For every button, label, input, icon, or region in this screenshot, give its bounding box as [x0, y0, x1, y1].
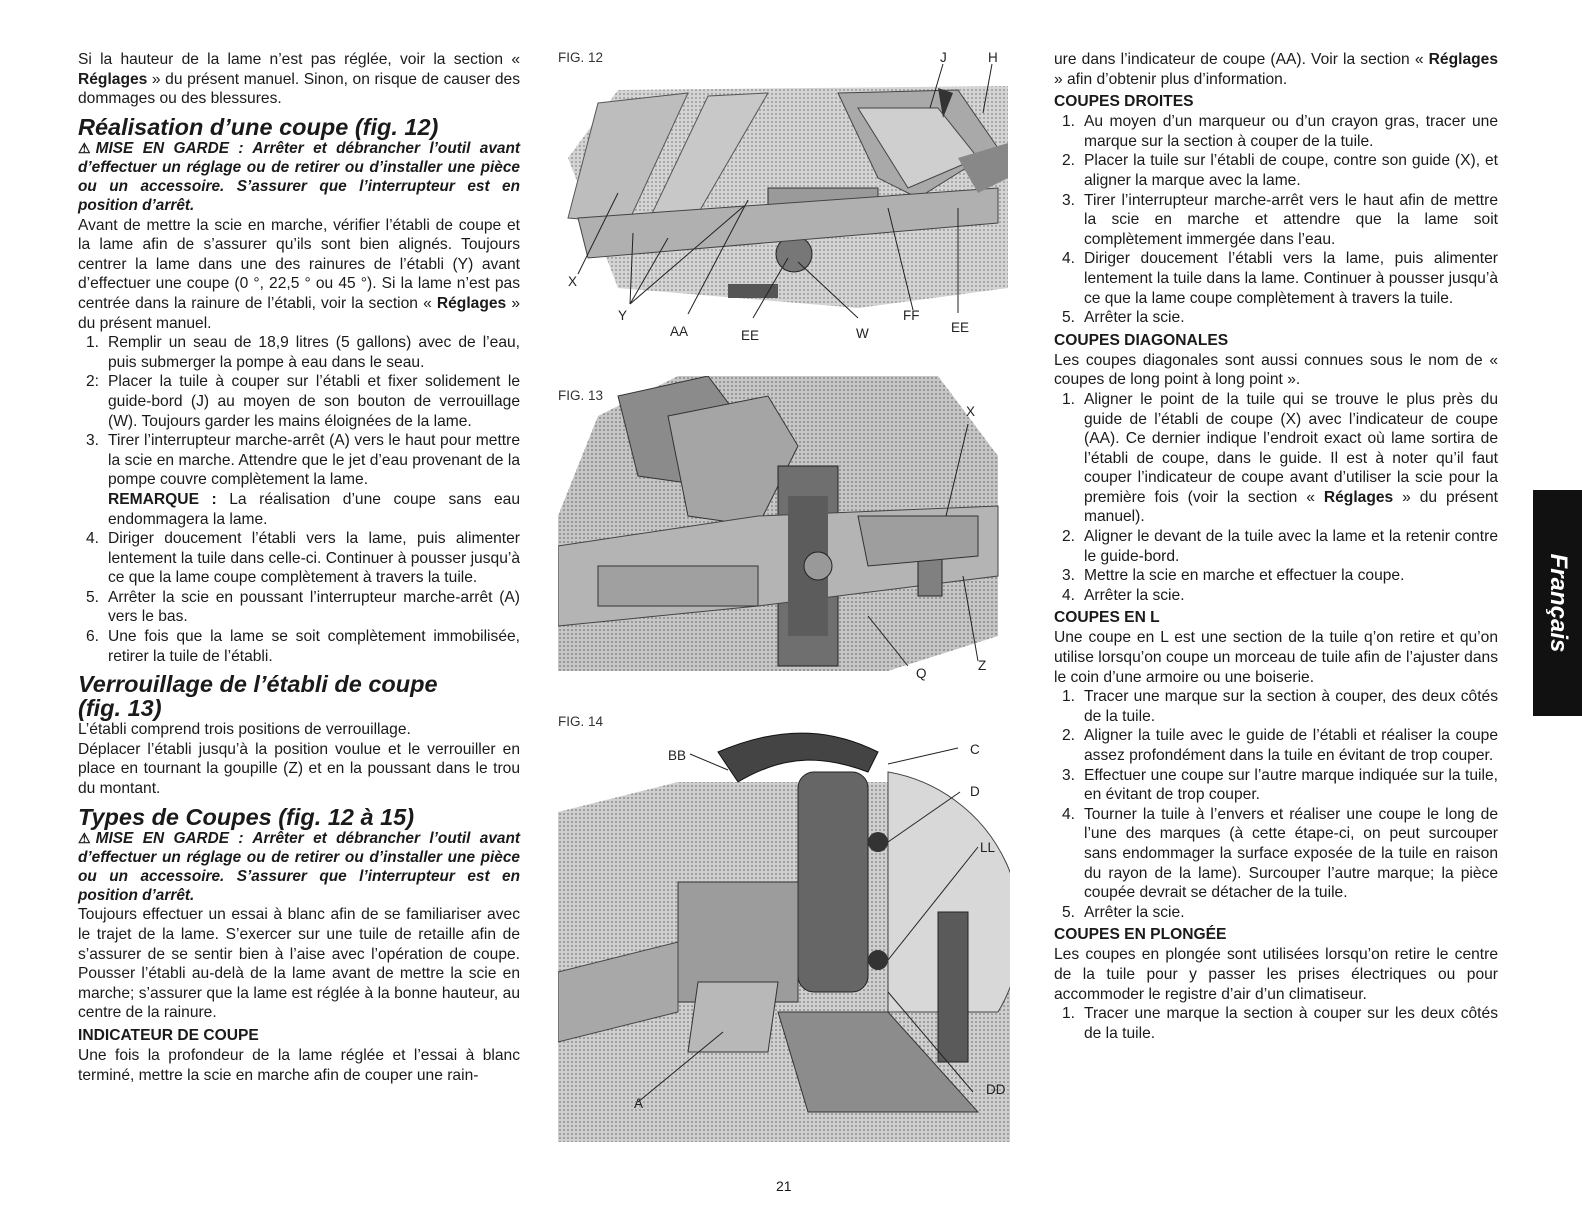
list-item: 1. Remplir un seau de 18,9 litres (5 gallons) avec de l’eau, puis submerger la pompe à eau dans le seau. — [86, 334, 520, 371]
note-paragraph: REMARQUE : La réalisation d’une coupe sans eau endommagera la lame. — [108, 490, 521, 528]
figure-label: FIG. 14 — [558, 714, 604, 729]
figure-12 — [558, 48, 1010, 348]
subheading-en-l: COUPES EN L — [1054, 609, 1160, 627]
right-column — [1054, 50, 1498, 1043]
list-item: 3. Tirer l’interrupteur marche-arrêt (A) vers le haut pour mettre la scie en marche. Attendre que le jet d’eau provenant de la pompe couvre complètement la lame. — [86, 432, 520, 489]
callout-W: W — [856, 326, 869, 341]
list-item: 2: Placer la tuile à couper sur l’établi et fixer solidement le guide-bord (J) au moyen de son bouton de verrouillage (W). Toujours garder les mains éloignées de la lame. — [86, 373, 520, 430]
verrouillage-p1: L’établi comprend trois positions de verrouillage. — [78, 721, 411, 739]
callout-J: J — [940, 50, 947, 65]
list-item: 4. Diriger doucement l’établi vers la lame, puis alimenter lentement la tuile dans celle-ci. Continuer à pousser jusqu’à ce que la lame coupe complètement à travers la tuile. — [86, 530, 520, 587]
callout-X: X — [568, 274, 578, 289]
callout-AA: AA — [670, 324, 689, 339]
callout-Z: Z — [978, 658, 987, 673]
list-item: 3. Mettre la scie en marche et effectuer la coupe. — [1062, 567, 1405, 585]
callout-D: D — [970, 784, 980, 799]
list-item: 5. Arrêter la scie en poussant l’interrupteur marche-arrêt (A) vers le bas. — [86, 588, 520, 626]
list-item: 2. Aligner le devant de la tuile avec la lame et la retenir contre le guide-bord. — [1062, 528, 1498, 565]
figure-14 — [558, 712, 1010, 1142]
droites-steps — [1054, 112, 1498, 328]
table-lock-illustration — [558, 376, 1010, 676]
warning-notice: ⚠MISE EN GARDE : Arrêter et débrancher l’outil avant d’effectuer un réglage ou de retirer ou d’installer une pièce ou un accessoire. S’assurer que l’interrupteur est en position d’arrêt. — [78, 829, 520, 905]
left-column — [78, 50, 520, 1085]
figure-label: FIG. 12 — [558, 50, 604, 65]
section-heading-realisation: Réalisation d’une coupe (fig. 12) — [78, 113, 439, 140]
switch-and-blade-illustration — [558, 712, 1010, 1142]
list-item: 6. Une fois que la lame se soit complètement immobilisée, retirer la tuile de l’établi. — [86, 628, 520, 665]
tile-saw-table-illustration — [558, 48, 1010, 348]
en-l-paragraph: Une coupe en L est une section de la tuile q’on retire et qu’on utilise lorsqu’on coupe un morceau de tuile afin de l’ajuster dans le coin d’une armoire ou une boiserie. — [1054, 629, 1498, 686]
section-heading-verrouillage: Verrouillage de l’établi de coupe (fig. 13) — [78, 671, 438, 722]
figure-label: FIG. 13 — [558, 388, 604, 403]
figures-column — [558, 48, 1010, 1160]
callout-EE: EE — [741, 328, 760, 343]
indicateur-paragraph: Une fois la profondeur de la lame réglée et l’essai à blanc terminé, mettre la scie en marche afin de couper une rain- — [78, 1047, 520, 1084]
plongee-paragraph: Les coupes en plongée sont utilisées lorsqu’on retire le centre de la tuile pour y passer les prises électriques ou pour accommoder le registre d’air d’un climatiseur. — [1054, 946, 1498, 1003]
realisation-steps — [78, 333, 520, 490]
callout-Y: Y — [618, 308, 628, 323]
callout-FF: FF — [903, 308, 920, 323]
callout-Q: Q — [916, 666, 927, 681]
warning-notice: ⚠MISE EN GARDE : Arrêter et débrancher l’outil avant d’effectuer un réglage ou de retirer ou d’installer une pièce ou un accessoire. S’assurer que l’interrupteur est en position d’arrêt. — [78, 139, 520, 215]
page-number: 21 — [776, 1178, 792, 1194]
realisation-paragraph: Avant de mettre la scie en marche, vérifier l’établi de coupe et la lame afin de s’assurer qu’ils sont bien alignés. Toujours centrer la lame dans une des rainures de l’établi (Y) avant d’effectuer une coupe (0 °, 22,5 ° ou 45 °). Si la lame n’est pas centrée dans la rainure de l’établi, voir la section « Réglages » du présent manuel. — [78, 216, 520, 332]
list-item: 1. Tracer une marque sur la section à couper, des deux côtés de la tuile. — [1062, 688, 1498, 725]
list-item: 3. Tirer l’interrupteur marche-arrêt vers le haut afin de mettre la scie en marche et attendre que la lame soit complètement immergée dans l’eau. — [1062, 191, 1498, 248]
subheading-droites: COUPES DROITES — [1054, 93, 1194, 111]
warning-icon: ⚠ — [78, 139, 96, 156]
callout-LL: LL — [980, 840, 996, 855]
callout-DD: DD — [986, 1082, 1006, 1097]
list-item: 1. Aligner le point de la tuile qui se trouve le plus près du guide de l’établi de coupe (X) avec l’indicateur de coupe (AA). Ce dernier indique l’endroit exact où lame sortira de l’établi de coupe, dans le guide. Il est à noter qu’il faut couper l’indicateur de coupe avant d’utiliser la scie pour la première fois (voir la section « Réglages » du présent manuel). — [1062, 390, 1498, 526]
list-item: 4. Arrêter la scie. — [1062, 586, 1185, 604]
callout-BB: BB — [668, 748, 687, 763]
warning-icon: ⚠ — [78, 829, 96, 846]
callout-X: X — [966, 404, 976, 419]
callout-A: A — [634, 1096, 644, 1111]
list-item: 3. Effectuer une coupe sur l’autre marque indiquée sur la tuile, en évitant de trop couper. — [1062, 766, 1498, 804]
diagonales-steps — [1054, 390, 1498, 606]
verrouillage-p2: Déplacer l’établi jusqu’à la position voulue et le verrouiller en place en tournant la goupille (Z) et en la poussant dans le trou du montant. — [78, 740, 520, 798]
section-heading-types: Types de Coupes (fig. 12 à 15) — [78, 803, 415, 830]
subheading-diagonales: COUPES DIAGONALES — [1054, 331, 1229, 349]
subheading-plongee: COUPES EN PLONGÉE — [1054, 926, 1227, 944]
callout-C: C — [970, 742, 980, 757]
list-item: 5. Arrêter la scie. — [1062, 309, 1185, 327]
callout-H: H — [988, 50, 998, 65]
diagonales-paragraph: Les coupes diagonales sont aussi connues sous le nom de « coupes de long point à long point ». — [1054, 351, 1498, 389]
list-item: 5. Arrêter la scie. — [1062, 903, 1185, 921]
en-l-steps — [1054, 687, 1498, 922]
list-item: 4. Diriger doucement l’établi vers la lame, puis alimenter lentement la tuile dans la lame. Continuer à pousser jusqu’à ce que la lame coupe complètement à travers la tuile. — [1062, 250, 1498, 307]
realisation-steps-cont — [78, 529, 520, 666]
subheading-indicateur: INDICATEUR DE COUPE — [78, 1027, 259, 1044]
callout-EE: EE — [951, 320, 970, 335]
continued-paragraph: ure dans l’indicateur de coupe (AA). Voir la section « Réglages » afin d’obtenir plus d’information. — [1054, 51, 1498, 88]
types-paragraph: Toujours effectuer un essai à blanc afin de se familiariser avec le trajet de la lame. S’exercer sur une tuile de retaille afin de s’assurer de se sentir bien à l’aise avec l’opération de coupe. Pousser l’établi au-delà de la lame avant de mettre la scie en marche; s’assurer que la lame est réglée à la bonne hauteur, au centre de la rainure. — [78, 906, 520, 1022]
plongee-steps — [1054, 1004, 1498, 1043]
language-tab: Français — [1533, 490, 1582, 716]
list-item: 4. Tourner la tuile à l’envers et réaliser une coupe le long de l’une des marques (à cette étape-ci, on peut surcouper sans endommager la surface exposée de la tuile en raison du rayon de la lame). Surcouper l’autre marque; la pièce coupée devrait se détacher de la tuile. — [1062, 805, 1498, 902]
list-item: 1. Tracer une marque la section à couper sur les deux côtés de la tuile. — [1062, 1005, 1498, 1042]
list-item: 1. Au moyen d’un marqueur ou d’un crayon gras, tracer une marque sur la section à couper de la tuile. — [1062, 113, 1498, 150]
list-item: 2. Aligner la tuile avec le guide de l’établi et réaliser la coupe assez profondément dans la tuile en évitant de trop couper. — [1062, 727, 1498, 764]
list-item: 2. Placer la tuile sur l’établi de coupe, contre son guide (X), et aligner la marque avec la lame. — [1062, 152, 1498, 189]
figure-13 — [558, 376, 1010, 681]
intro-paragraph: Si la hauteur de la lame n’est pas réglée, voir la section « Réglages » du présent manuel. Sinon, on risque de causer des dommages ou des blessures. — [78, 51, 520, 108]
